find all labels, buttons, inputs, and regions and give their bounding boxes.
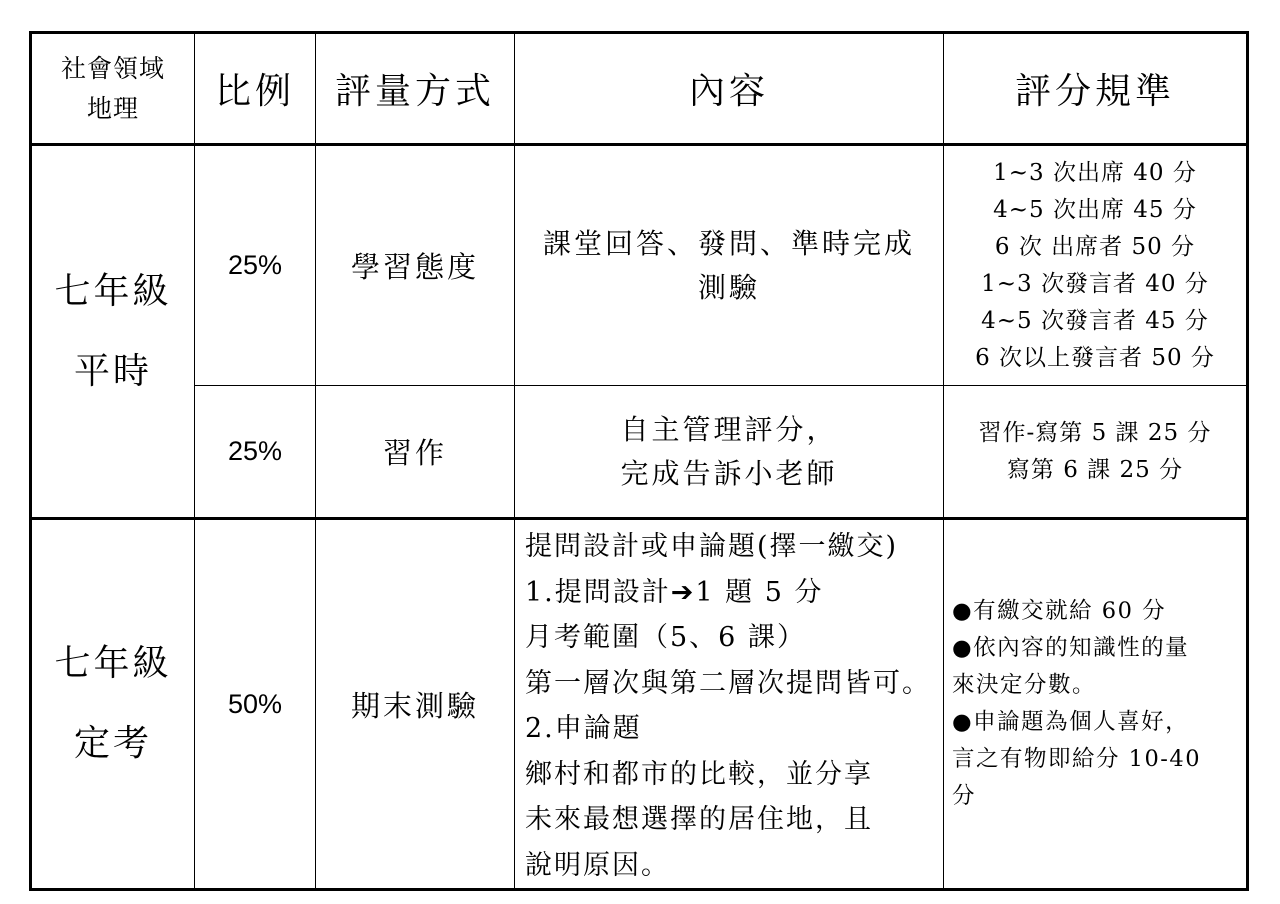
rubric-line: 來決定分數。 [952, 672, 1097, 698]
rubric-line: 1~3 次發言者 40 分 [981, 270, 1209, 297]
group-label-line2: 定考 [73, 723, 152, 764]
rubric-line: ●有繳交就給 60 分 [952, 598, 1167, 624]
rubric-line: 言之有物即給分 10-40 [952, 746, 1202, 772]
content-fragment: 1 題 5 分 [695, 576, 824, 608]
rubric-line: ●依內容的知識性的量 [952, 635, 1190, 661]
header-ratio: 比例 [195, 33, 316, 145]
content-line: 自主管理評分， [620, 412, 838, 446]
rubric-line: 1~3 次出席 40 分 [993, 159, 1197, 186]
content-line [525, 570, 937, 616]
table-row [31, 386, 1248, 519]
rubric-cell [944, 386, 1248, 519]
content-fragment: 1.提問設計 [525, 576, 671, 608]
header-rubric: 評分規準 [944, 33, 1248, 145]
group-label-exam [31, 519, 195, 890]
content-line: 測驗 [697, 270, 760, 304]
content-line: 完成告訴小老師 [620, 456, 838, 490]
group-label-line1: 七年級 [54, 270, 172, 312]
table-row [31, 519, 1248, 890]
method-cell: 學習態度 [316, 145, 515, 386]
content-cell [515, 145, 944, 386]
content-line: 月考範圍（5、6 課） [525, 622, 806, 653]
grading-table [29, 31, 1249, 891]
rubric-line: 6 次以上發言者 50 分 [975, 344, 1215, 371]
content-line: 課堂回答、發問、準時完成 [542, 226, 915, 260]
header-row [31, 33, 1248, 145]
rubric-line: 寫第 6 課 25 分 [1006, 456, 1184, 483]
group-label-line1: 七年級 [54, 643, 172, 684]
ratio-cell: 50% [195, 519, 316, 890]
rubric-line: 分 [952, 783, 977, 809]
header-content: 內容 [515, 33, 944, 145]
method-cell: 期末測驗 [316, 519, 515, 890]
group-label-line2: 平時 [73, 350, 152, 392]
header-domain-line2: 地理 [86, 93, 139, 123]
ratio-cell: 25% [195, 386, 316, 519]
rubric-line: 6 次 出席者 50 分 [994, 233, 1196, 260]
rubric-cell [944, 519, 1248, 890]
rubric-line: 習作-寫第 5 課 25 分 [978, 419, 1212, 446]
header-domain-line1: 社會領域 [60, 53, 165, 83]
rubric-cell [944, 145, 1248, 386]
ratio-cell: 25% [195, 145, 316, 386]
header-method: 評量方式 [316, 33, 515, 145]
arrow-right-icon: ➔ [670, 576, 696, 608]
content-cell [515, 519, 944, 890]
rubric-line: 4~5 次發言者 45 分 [981, 307, 1209, 334]
content-line: 說明原因。 [525, 849, 670, 881]
content-line: 鄉村和都市的比較，並分享 [525, 758, 873, 790]
header-domain [31, 33, 195, 145]
table-row [31, 145, 1248, 386]
content-cell [515, 386, 944, 519]
content-line: 提問設計或申論題(擇一繳交) [525, 531, 899, 562]
content-line: 2.申論題 [525, 713, 642, 744]
content-line: 第一層次與第二層次提問皆可。 [525, 667, 931, 699]
group-label-regular [31, 145, 195, 519]
method-cell: 習作 [316, 386, 515, 519]
rubric-line: ●申論題為個人喜好， [952, 709, 1190, 735]
content-line: 未來最想選擇的居住地，且 [525, 804, 873, 835]
rubric-line: 4~5 次出席 45 分 [993, 196, 1197, 223]
